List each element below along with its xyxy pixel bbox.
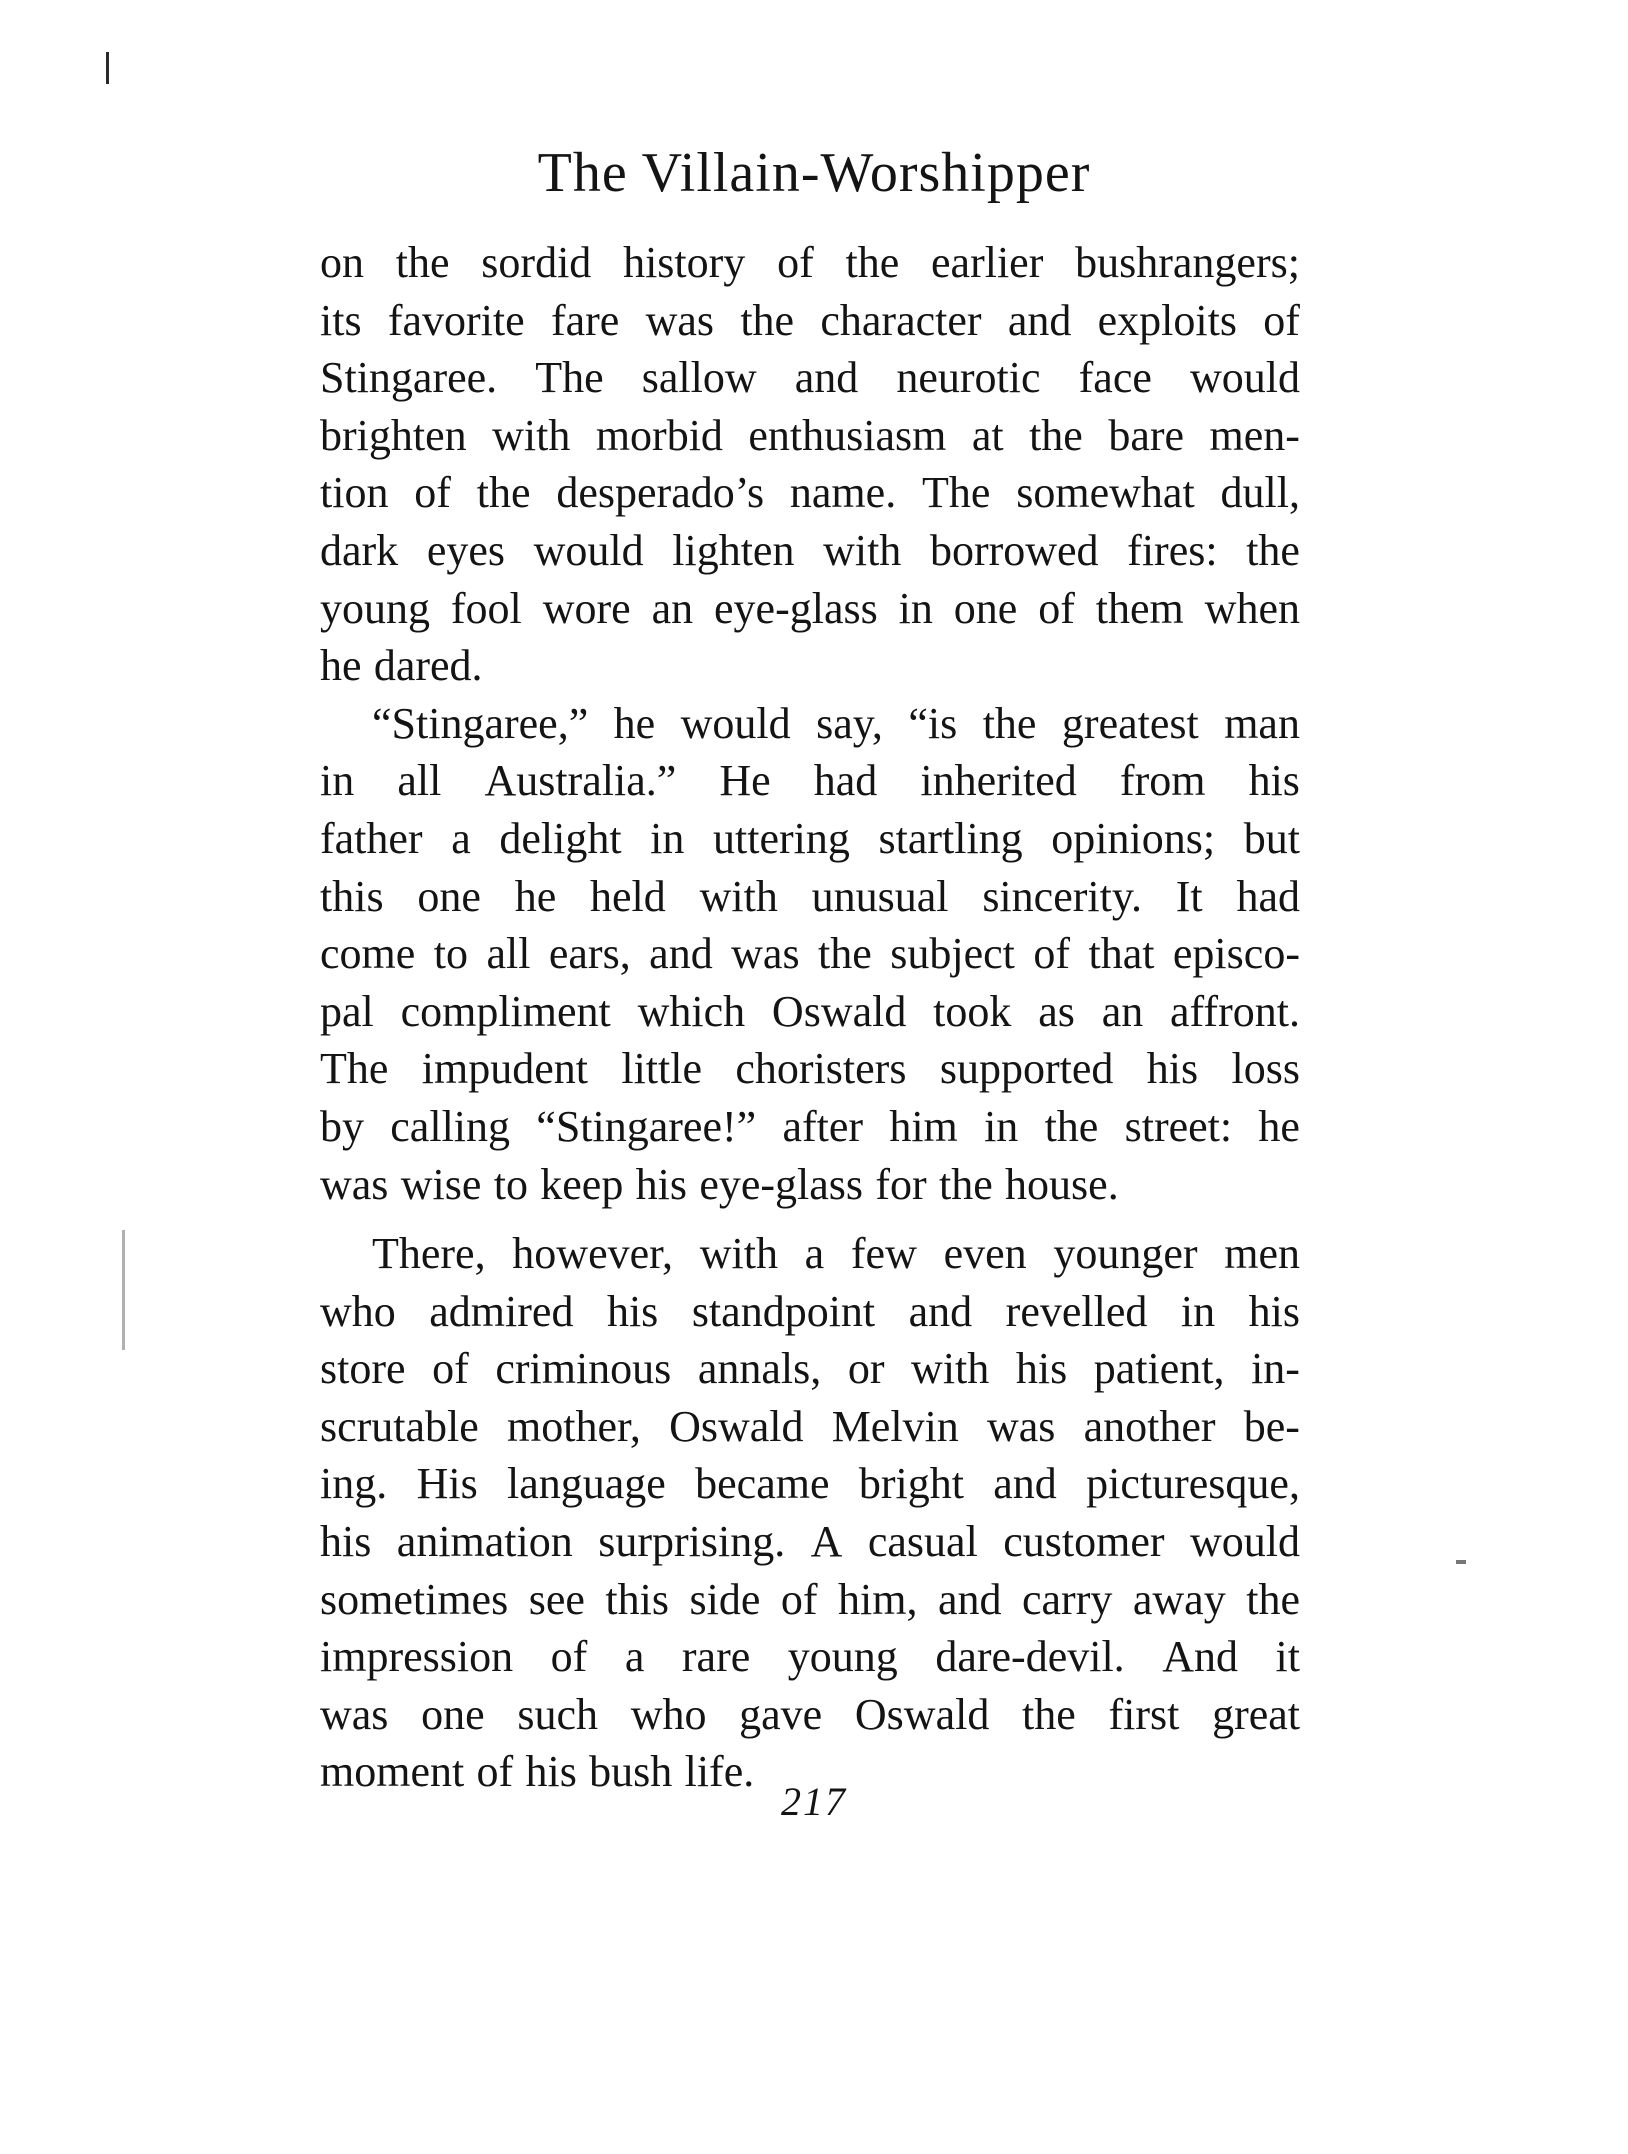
word: name.: [789, 468, 897, 518]
word: in-: [1251, 1344, 1300, 1394]
word: took: [933, 986, 1012, 1036]
running-head: The Villain-Worshipper: [537, 142, 1091, 204]
word: for: [875, 1159, 927, 1209]
word: and: [937, 1574, 1002, 1624]
word: would: [533, 525, 644, 575]
word: from: [1119, 756, 1206, 806]
word: a: [804, 1229, 825, 1279]
word: this: [605, 1574, 669, 1624]
word: was: [320, 1159, 389, 1209]
text-line: [320, 1040, 1300, 1098]
word: would: [1189, 353, 1300, 403]
word: criminous: [495, 1344, 672, 1394]
word: one: [421, 1689, 485, 1739]
word: the: [818, 929, 872, 979]
word: after: [782, 1101, 864, 1151]
word: surprising.: [598, 1517, 786, 1567]
word: an: [1101, 986, 1144, 1036]
word: of: [777, 238, 814, 287]
word: It: [1175, 871, 1203, 921]
word: character: [820, 295, 982, 345]
word: greatest: [1061, 698, 1199, 748]
text-line: [320, 1628, 1300, 1686]
word: Australia.”: [484, 756, 677, 806]
word: him,: [838, 1574, 918, 1624]
word: delight: [499, 813, 622, 863]
word: this: [320, 871, 384, 921]
word: in: [984, 1101, 1019, 1151]
text-line: [320, 522, 1300, 580]
word: sordid: [481, 238, 592, 287]
word: fires:: [1127, 525, 1218, 575]
word: another: [1083, 1401, 1216, 1451]
word: with: [492, 410, 571, 460]
word: tion: [320, 468, 389, 518]
word: say,: [816, 698, 883, 748]
text-line: [320, 349, 1300, 407]
word: His: [416, 1459, 478, 1509]
word: even: [943, 1229, 1027, 1279]
word: There,: [372, 1229, 486, 1279]
word: his: [525, 1747, 577, 1797]
word: choristers: [735, 1044, 907, 1094]
word: fool: [450, 583, 522, 633]
word: Melvin: [831, 1401, 959, 1451]
word: eyes: [426, 525, 505, 575]
word: and: [993, 1459, 1057, 1509]
word: young: [787, 1632, 898, 1682]
scan-mark: [106, 52, 109, 84]
word: customer: [1003, 1517, 1165, 1567]
word: mother,: [507, 1401, 641, 1451]
word: the: [938, 1159, 993, 1209]
word: with: [823, 525, 902, 575]
word: side: [689, 1574, 761, 1624]
word: them: [1095, 583, 1184, 633]
word: the: [395, 238, 450, 287]
word: bushrangers;: [1075, 238, 1300, 287]
text-line: [320, 1686, 1300, 1744]
word: wise: [400, 1159, 482, 1209]
word: the: [1246, 525, 1300, 575]
word: borrowed: [929, 525, 1099, 575]
text-line: [320, 407, 1300, 465]
word: language: [507, 1459, 666, 1509]
word: his: [635, 1159, 687, 1209]
word: that: [1088, 929, 1155, 979]
word: in: [320, 756, 355, 806]
word: calling: [390, 1101, 511, 1151]
word: the: [845, 238, 900, 287]
word: of: [1263, 295, 1300, 345]
word: became: [695, 1459, 830, 1509]
word: inherited: [920, 756, 1077, 806]
word: his: [1015, 1344, 1068, 1394]
word: revelled: [1005, 1286, 1148, 1336]
word: held: [590, 871, 666, 921]
word: men: [1224, 1229, 1300, 1279]
word: dare-devil.: [935, 1632, 1125, 1682]
word: street:: [1124, 1101, 1233, 1151]
word: to: [433, 929, 468, 979]
word: subject: [890, 929, 1015, 979]
word: little: [621, 1044, 703, 1094]
word: was: [320, 1689, 389, 1739]
word: on: [320, 238, 364, 287]
word: startling: [878, 813, 1023, 863]
word: history: [623, 238, 746, 287]
word: and: [649, 929, 713, 979]
word: had: [813, 756, 878, 806]
word: dark: [320, 525, 399, 575]
word: was: [645, 295, 715, 345]
word: one: [953, 583, 1018, 633]
word: great: [1212, 1689, 1300, 1739]
text-line: [320, 1283, 1300, 1341]
word: gave: [739, 1689, 823, 1739]
word: come: [320, 929, 416, 979]
word: the: [982, 698, 1037, 748]
word: all: [486, 929, 531, 979]
word: was: [986, 1401, 1056, 1451]
text-line: [320, 464, 1300, 522]
word: admired: [429, 1286, 574, 1336]
word: dull,: [1220, 468, 1300, 518]
word: favorite: [387, 295, 525, 345]
word: face: [1078, 353, 1152, 403]
word: life.: [684, 1747, 755, 1797]
word: earlier: [931, 238, 1044, 287]
word: ears,: [548, 929, 631, 979]
body-text: [320, 234, 1300, 1801]
word: lighten: [672, 525, 795, 575]
word: by: [320, 1101, 364, 1151]
word: of: [414, 468, 451, 518]
scan-mark: [1456, 1560, 1466, 1564]
word: wore: [542, 583, 631, 633]
word: which: [637, 986, 746, 1036]
word: neurotic: [896, 353, 1041, 403]
word: but: [1243, 813, 1300, 863]
text-line: [320, 1513, 1300, 1571]
word: pal: [320, 986, 374, 1036]
word: men-: [1209, 410, 1300, 460]
word: few: [850, 1229, 917, 1279]
word: scrutable: [320, 1401, 479, 1451]
word: house.: [1005, 1159, 1119, 1209]
word: away: [1132, 1574, 1226, 1624]
word: morbid: [595, 410, 723, 460]
text-line: [320, 1571, 1300, 1629]
page-number: 217: [781, 1779, 847, 1824]
word: He: [719, 756, 771, 806]
word: him: [889, 1101, 958, 1151]
word: bare: [1108, 410, 1185, 460]
word: the: [476, 468, 531, 518]
word: opinions;: [1051, 813, 1216, 863]
word: bright: [858, 1459, 964, 1509]
word: uttering: [713, 813, 850, 863]
word: dared.: [373, 641, 483, 691]
word: its: [320, 295, 362, 345]
word: store: [320, 1344, 406, 1394]
text-line: [320, 752, 1300, 810]
word: enthusiasm: [748, 410, 947, 460]
word: of: [1033, 929, 1071, 979]
word: and: [908, 1286, 973, 1336]
word: loss: [1231, 1044, 1300, 1094]
text-line: [320, 810, 1300, 868]
text-line: [320, 1098, 1300, 1156]
word: The: [535, 353, 604, 403]
word: Oswald: [854, 1689, 990, 1739]
word: a: [624, 1632, 645, 1682]
word: A: [810, 1517, 843, 1567]
word: he: [613, 698, 656, 748]
word: in: [650, 813, 685, 863]
word: animation: [396, 1517, 573, 1567]
word: The: [922, 468, 991, 518]
word: supported: [939, 1044, 1114, 1094]
word: patient,: [1093, 1344, 1225, 1394]
word: keep: [540, 1159, 624, 1209]
word: And: [1162, 1632, 1238, 1682]
word: sometimes: [320, 1574, 509, 1624]
word: his: [1248, 1286, 1300, 1336]
word: Oswald: [669, 1401, 804, 1451]
word: compliment: [400, 986, 611, 1036]
word: of: [780, 1574, 818, 1624]
word: the: [1044, 1101, 1099, 1151]
word: of: [550, 1632, 588, 1682]
word: he: [514, 871, 557, 921]
word: such: [517, 1689, 598, 1739]
text-line: [320, 925, 1300, 983]
word: moment: [320, 1747, 465, 1797]
text-line: [320, 292, 1300, 350]
word: would: [1189, 1517, 1300, 1567]
word: had: [1236, 871, 1300, 921]
word: his: [606, 1286, 659, 1336]
word: affront.: [1170, 986, 1300, 1036]
word: young: [320, 583, 430, 633]
word: father: [320, 813, 423, 863]
word: who: [630, 1689, 707, 1739]
word: Oswald: [771, 986, 907, 1036]
word: first: [1108, 1689, 1180, 1739]
word: standpoint: [691, 1286, 876, 1336]
word: unusual: [811, 871, 949, 921]
word: picturesque,: [1086, 1459, 1300, 1509]
word: would: [680, 698, 791, 748]
word: rare: [681, 1632, 751, 1682]
word: eye-glass: [699, 1159, 864, 1209]
word: carry: [1022, 1574, 1113, 1624]
word: of: [476, 1747, 514, 1797]
word: exploits: [1097, 295, 1237, 345]
text-line: [320, 1455, 1300, 1513]
scan-mark: [122, 1230, 125, 1350]
text-line: [320, 1340, 1300, 1398]
word: see: [528, 1574, 585, 1624]
word: with: [699, 1229, 778, 1279]
word: to: [493, 1159, 528, 1209]
word: he: [320, 641, 362, 691]
word: was: [731, 929, 800, 979]
word: eye-glass: [714, 583, 878, 633]
word: bush: [589, 1747, 673, 1797]
text-line: [320, 234, 1300, 292]
word: with: [699, 871, 778, 921]
word: and: [794, 353, 859, 403]
word: who: [320, 1286, 396, 1336]
word: his: [320, 1517, 372, 1567]
text-line: [320, 1225, 1300, 1283]
word: the: [1029, 410, 1083, 460]
text-line: [320, 868, 1300, 926]
word: Stingaree.: [320, 353, 498, 403]
word: and: [1007, 295, 1072, 345]
word: or: [847, 1344, 885, 1394]
word: younger: [1053, 1229, 1198, 1279]
word: episco-: [1172, 929, 1300, 979]
word: the: [740, 295, 795, 345]
word: his: [1248, 756, 1300, 806]
word: desperado’s: [556, 468, 765, 518]
word: the: [1246, 1574, 1300, 1624]
word: a: [451, 813, 471, 863]
word: of: [1038, 583, 1075, 633]
text-line: [320, 1156, 1300, 1214]
word: “Stingaree!”: [536, 1101, 757, 1151]
word: The: [320, 1044, 389, 1094]
word: in: [1180, 1286, 1216, 1336]
word: the: [1022, 1689, 1076, 1739]
word: “is: [908, 698, 958, 748]
text-line: [320, 580, 1300, 638]
word: sincerity.: [982, 871, 1142, 921]
word: annals,: [697, 1344, 822, 1394]
word: “Stingaree,”: [372, 698, 589, 748]
word: man: [1224, 698, 1300, 748]
word: somewhat: [1016, 468, 1195, 518]
word: ing.: [320, 1459, 388, 1509]
word: brighten: [320, 410, 467, 460]
word: at: [971, 410, 1004, 460]
word: with: [911, 1344, 990, 1394]
word: fare: [550, 295, 620, 345]
text-line: [320, 983, 1300, 1041]
word: impression: [320, 1632, 514, 1682]
word: all: [397, 756, 442, 806]
word: his: [1146, 1044, 1199, 1094]
word: one: [417, 871, 481, 921]
word: of: [432, 1344, 469, 1394]
word: however,: [512, 1229, 674, 1279]
text-line: [320, 1398, 1300, 1456]
word: he: [1258, 1101, 1300, 1151]
word: in: [898, 583, 933, 633]
word: casual: [867, 1517, 978, 1567]
word: be-: [1243, 1401, 1300, 1451]
word: it: [1275, 1632, 1300, 1682]
text-line: [320, 695, 1300, 753]
word: impudent: [421, 1044, 588, 1094]
text-line: [320, 637, 1300, 695]
word: as: [1038, 986, 1075, 1036]
word: sallow: [641, 353, 757, 403]
word: when: [1204, 583, 1300, 633]
word: an: [651, 583, 694, 633]
